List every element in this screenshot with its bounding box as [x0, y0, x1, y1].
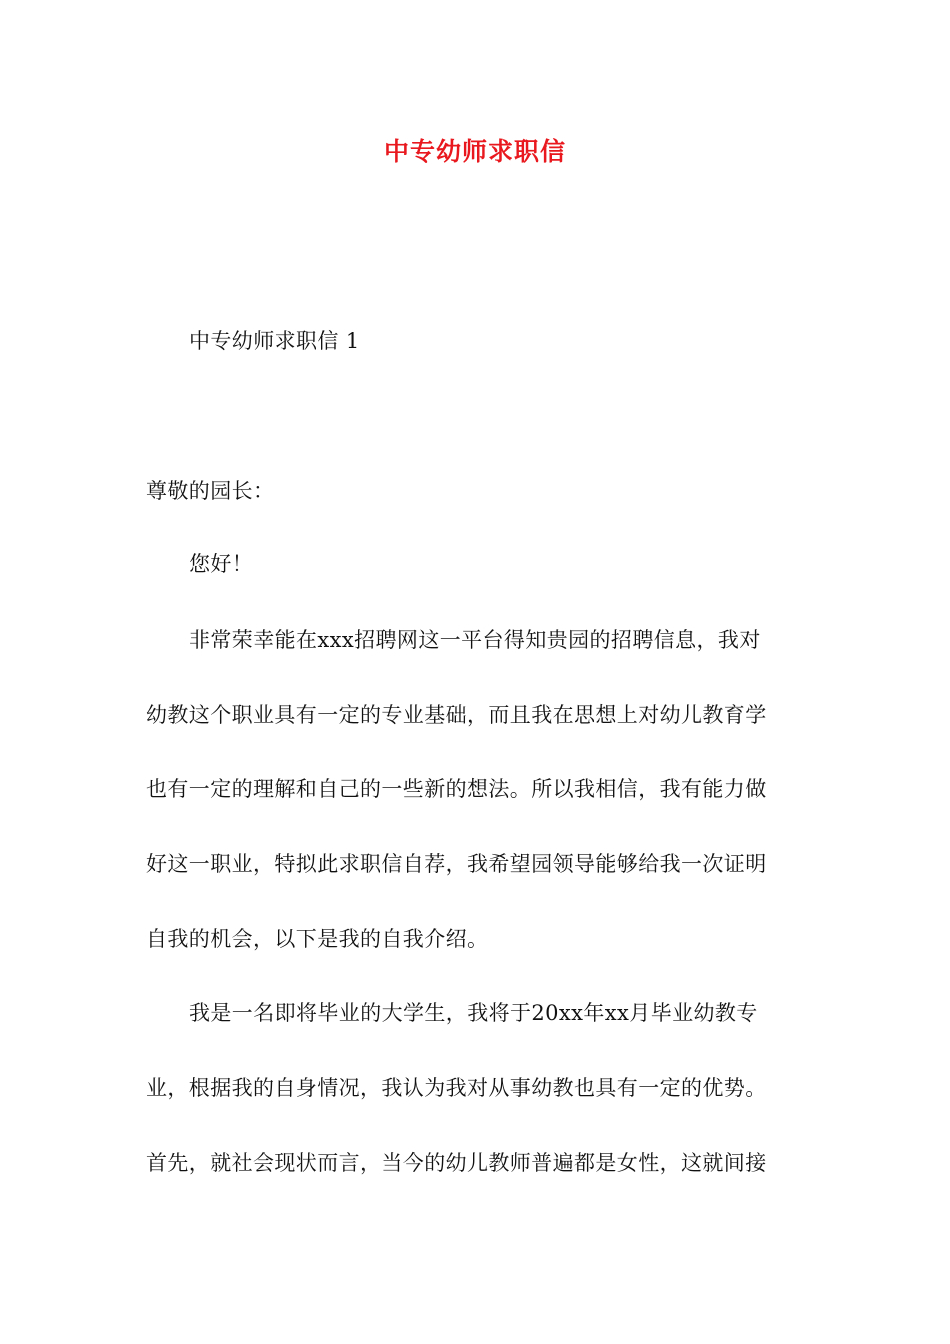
- body-line: 好这一职业，特拟此求职信自荐，我希望园领导能够给我一次证明: [146, 852, 767, 876]
- body-line: 非常荣幸能在xxx招聘网这一平台得知贵园的招聘信息，我对: [189, 628, 761, 652]
- body-line: 业，根据我的自身情况，我认为我对从事幼教也具有一定的优势。: [146, 1076, 767, 1100]
- greeting: 您好！: [189, 552, 254, 576]
- body-line: 自我的机会，以下是我的自我介绍。: [146, 927, 489, 951]
- body-line: 我是一名即将毕业的大学生，我将于20xx年xx月毕业幼教专: [189, 1001, 758, 1025]
- body-line: 幼教这个职业具有一定的专业基础，而且我在思想上对幼儿教育学: [146, 703, 767, 727]
- section-heading: 中专幼师求职信 1: [189, 329, 360, 353]
- document-title: 中专幼师求职信: [383, 137, 566, 166]
- salutation: 尊敬的园长：: [146, 479, 275, 503]
- body-line: 也有一定的理解和自己的一些新的想法。所以我相信，我有能力做: [146, 777, 767, 801]
- body-line: 首先，就社会现状而言，当今的幼儿教师普遍都是女性，这就间接: [146, 1151, 767, 1175]
